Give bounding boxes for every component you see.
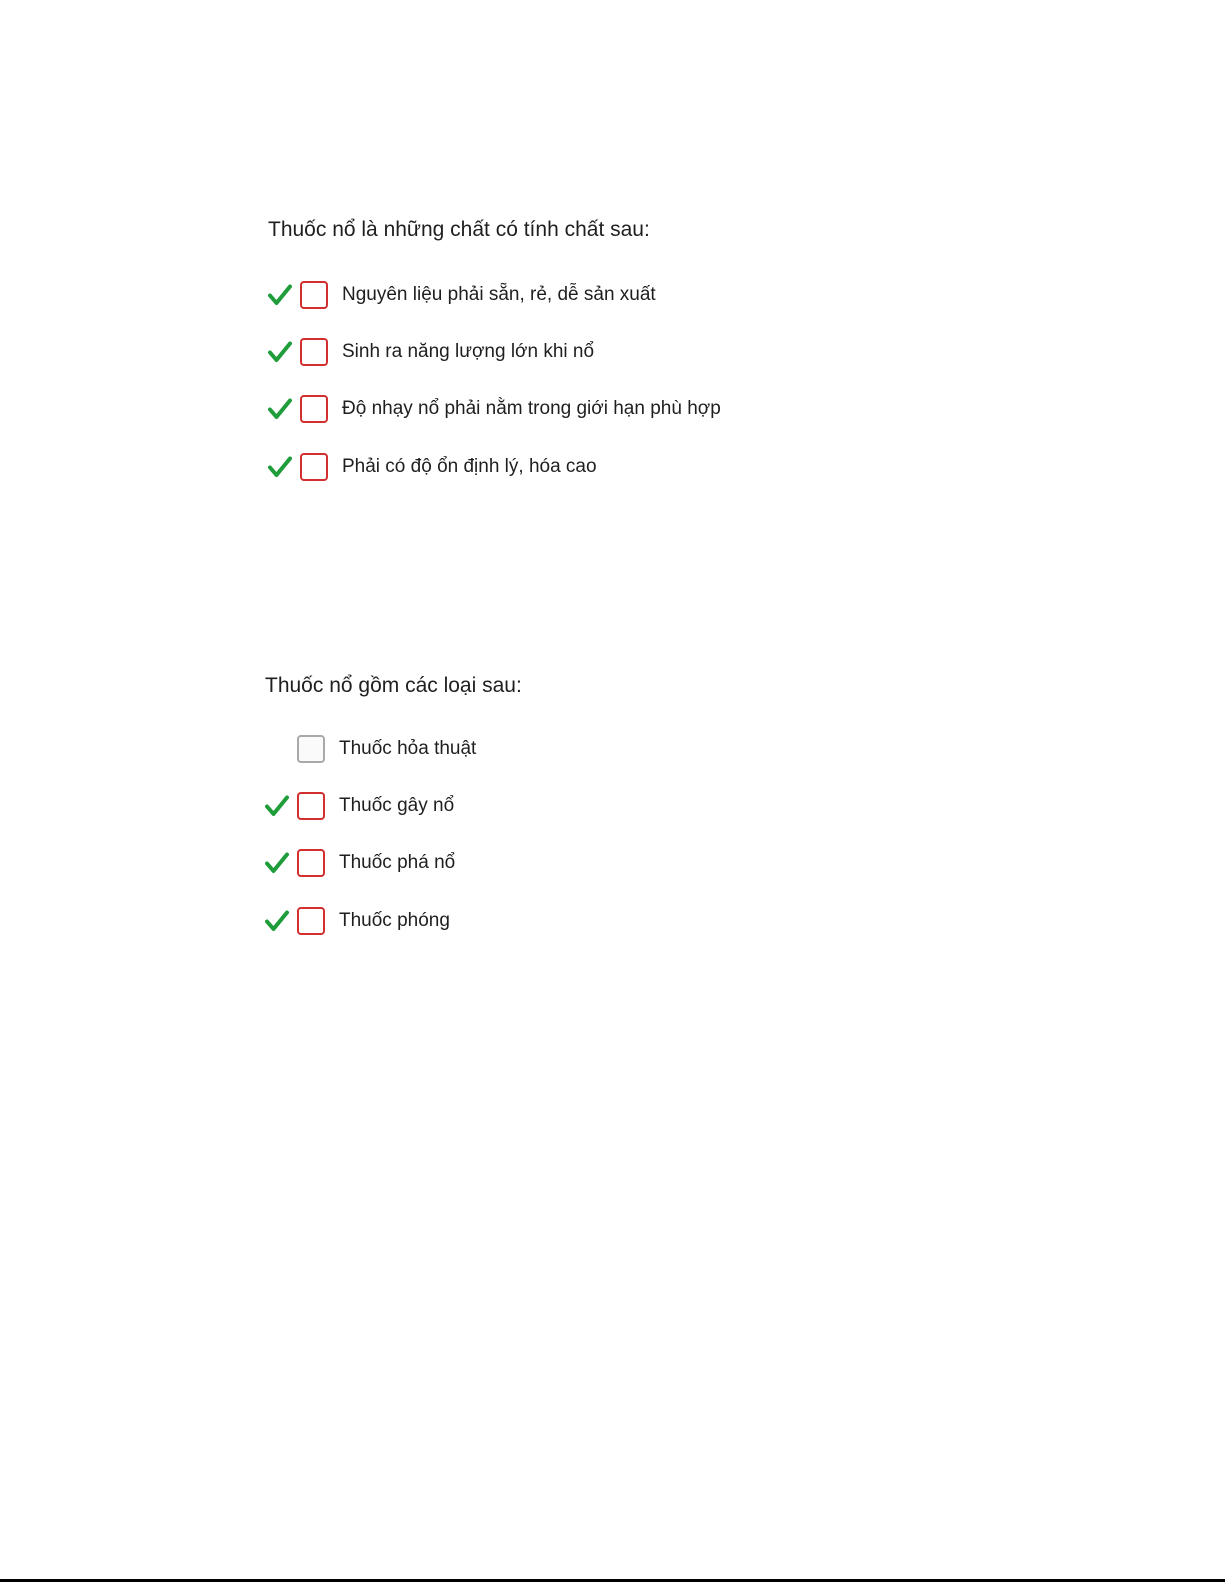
- checkbox[interactable]: [297, 792, 325, 820]
- option-3: [268, 395, 748, 423]
- check-mark-icon: [265, 909, 289, 933]
- checkbox[interactable]: [300, 395, 328, 423]
- question-2: [265, 674, 785, 944]
- question-1: [268, 218, 788, 488]
- option-1: [265, 735, 565, 763]
- check-mark-icon: [268, 397, 292, 421]
- option-4: [268, 453, 748, 481]
- option-label: Độ nhạy nổ phải nằm trong giới hạn phù hợp: [342, 398, 721, 419]
- option-1: [268, 281, 748, 309]
- option-label: Thuốc hỏa thuật: [339, 738, 477, 759]
- option-label: Thuốc gây nổ: [339, 795, 455, 816]
- check-mark-icon: [268, 455, 292, 479]
- option-label: Thuốc phá nổ: [339, 852, 456, 873]
- check-mark-icon: [268, 283, 292, 307]
- checkbox[interactable]: [297, 907, 325, 935]
- option-3: [265, 849, 565, 877]
- question-title: Thuốc nổ gồm các loại sau:: [265, 674, 522, 697]
- option-label: Phải có độ ổn định lý, hóa cao: [342, 456, 597, 477]
- option-label: Thuốc phóng: [339, 910, 450, 931]
- checkbox[interactable]: [300, 281, 328, 309]
- check-mark-icon: [265, 851, 289, 875]
- check-mark-icon: [268, 340, 292, 364]
- checkbox[interactable]: [297, 849, 325, 877]
- question-title: Thuốc nổ là những chất có tính chất sau:: [268, 218, 650, 241]
- check-mark-icon: [265, 794, 289, 818]
- option-label: Sinh ra năng lượng lớn khi nổ: [342, 341, 595, 362]
- option-2: [265, 792, 565, 820]
- option-4: [265, 907, 565, 935]
- page-bottom-rule: [0, 1579, 1225, 1582]
- checkbox[interactable]: [300, 453, 328, 481]
- option-label: Nguyên liệu phải sẵn, rẻ, dễ sản xuất: [342, 284, 656, 305]
- option-2: [268, 338, 748, 366]
- checkbox[interactable]: [297, 735, 325, 763]
- checkbox[interactable]: [300, 338, 328, 366]
